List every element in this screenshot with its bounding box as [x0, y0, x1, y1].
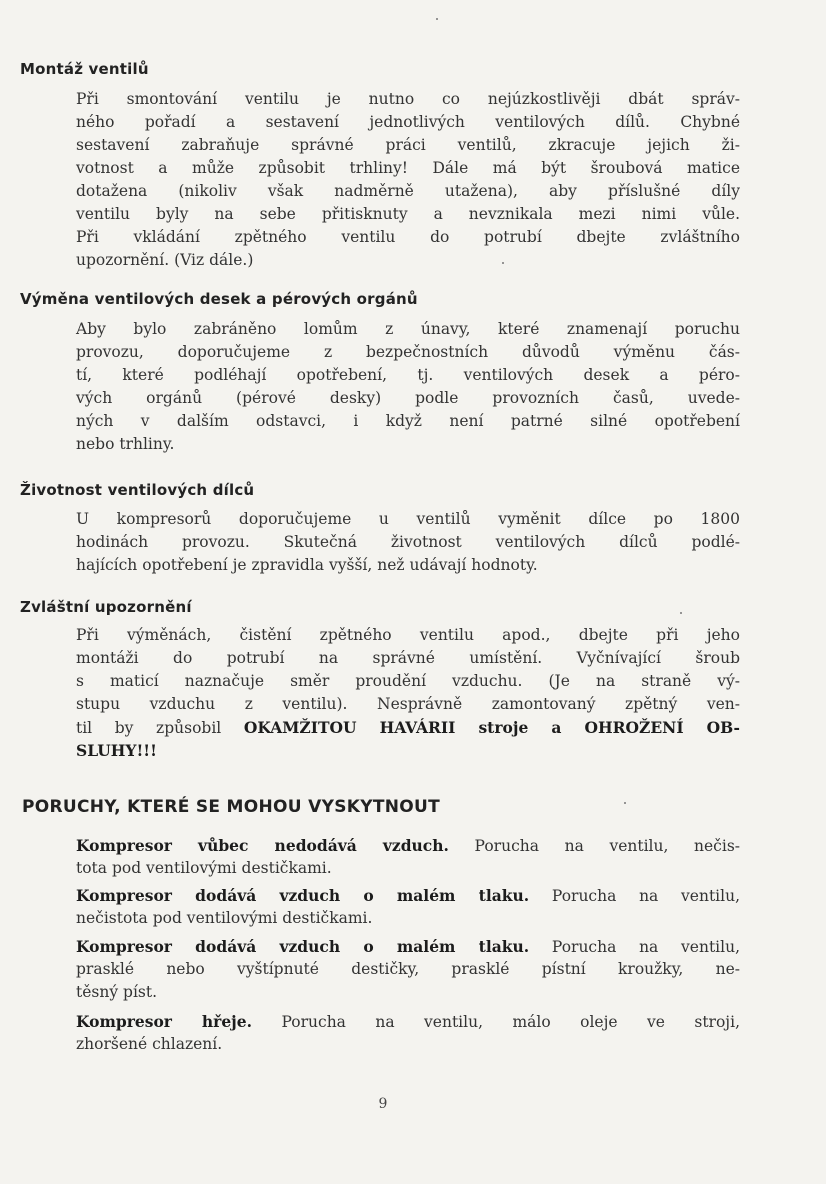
text-fragment: til by způsobil: [76, 719, 244, 737]
text-line: nečistota pod ventilovými destičkami.: [76, 909, 373, 927]
fault-description: Porucha na ventilu, málo oleje ve stroji,: [252, 1013, 740, 1031]
text-line: sestavení zabraňuje správné práci ventilů, zkracuje jejich ži-: [76, 136, 740, 154]
fault-description: Porucha na ventilu,: [529, 938, 741, 956]
text-line: nebo trhliny.: [76, 435, 175, 453]
fault-item: [76, 834, 740, 880]
text-line: tí, které podléhají opotřebení, tj. ventilových desek a péro-: [76, 366, 740, 384]
text-line: [76, 884, 740, 907]
section-text-montaz: [76, 88, 740, 272]
fault-item: [76, 1010, 740, 1056]
text-line: [76, 1010, 740, 1033]
page-number: 9: [378, 1096, 388, 1112]
scan-speck: [624, 802, 626, 804]
text-line: Při smontování ventilu je nutno co nejúzkostlivěji dbát správ-: [76, 90, 740, 108]
text-line: U kompresorů doporučujeme u ventilů vyměnit dílce po 1800: [76, 510, 740, 528]
text-line: prasklé nebo vyštípnuté destičky, prasklé pístní kroužky, ne-: [76, 960, 740, 978]
section-heading-vymena: Výměna ventilových desek a pérových orgánů: [20, 290, 418, 308]
fault-title: Kompresor vůbec nedodává vzduch.: [76, 836, 449, 855]
text-line: hodinách provozu. Skutečná životnost ventilových dílců podlé-: [76, 533, 740, 551]
warning-text: OKAMŽITOU HAVÁRII stroje a OHROŽENÍ OB-: [243, 718, 740, 737]
scan-speck: [680, 612, 682, 614]
text-line: [76, 834, 740, 857]
fault-item: [76, 935, 740, 1004]
section-heading-montaz: Montáž ventilů: [20, 60, 149, 78]
fault-description: Porucha na ventilu, nečis-: [448, 837, 741, 855]
fault-description: Porucha na ventilu,: [529, 887, 741, 905]
section-heading-upozorneni: Zvláštní upozornění: [20, 598, 192, 616]
text-line: těsný píst.: [76, 983, 158, 1001]
text-line: votnost a může způsobit trhliny! Dále má být šroubová matice: [76, 159, 740, 177]
text-line: tota pod ventilovými destičkami.: [76, 859, 332, 877]
faults-heading: PORUCHY, KTERÉ SE MOHOU VYSKYTNOUT: [22, 797, 441, 817]
fault-title: Kompresor dodává vzduch o malém tlaku.: [76, 937, 530, 956]
section-text-upozorneni: [76, 624, 740, 762]
text-line: [76, 716, 740, 739]
text-line: ných v dalším odstavci, i když není patrné silné opotřebení: [76, 412, 740, 430]
text-line: Při výměnách, čistění zpětného ventilu apod., dbejte při jeho: [76, 626, 740, 644]
scan-speck: [502, 262, 504, 264]
fault-title: Kompresor hřeje.: [76, 1012, 253, 1031]
section-heading-zivotnost: Životnost ventilových dílců: [20, 481, 255, 499]
text-line: montáži do potrubí na správné umístění. Vyčnívající šroub: [76, 649, 740, 667]
text-line: zhoršené chlazení.: [76, 1035, 223, 1053]
fault-title: Kompresor dodává vzduch o malém tlaku.: [76, 886, 530, 905]
text-line: ventilu byly na sebe přitisknuty a nevznikala mezi nimi vůle.: [76, 205, 740, 223]
text-line: ného pořadí a sestavení jednotlivých ventilových dílů. Chybné: [76, 113, 740, 131]
text-line: provozu, doporučujeme z bezpečnostních důvodů výměnu čás-: [76, 343, 740, 361]
text-line: Při vkládání zpětného ventilu do potrubí dbejte zvláštního: [76, 228, 740, 246]
text-line: [76, 935, 740, 958]
text-line: dotažena (nikoliv však nadměrně utažena), aby příslušné díly: [76, 182, 740, 200]
section-text-zivotnost: [76, 508, 740, 577]
text-line: Aby bylo zabráněno lomům z únavy, které znamenají poruchu: [76, 320, 740, 338]
scan-speck: [436, 18, 438, 20]
text-line: [76, 739, 740, 762]
text-line: hajících opotřebení je zpravidla vyšší, než udávají hodnoty.: [76, 556, 538, 574]
text-line: vých orgánů (pérové desky) podle provozních časů, uvede-: [76, 389, 740, 407]
section-text-vymena: [76, 318, 740, 456]
text-line: s maticí naznačuje směr proudění vzduchu. (Je na straně vý-: [76, 672, 740, 690]
warning-text: SLUHY!!!: [76, 741, 157, 760]
text-line: stupu vzduchu z ventilu). Nesprávně zamontovaný zpětný ven-: [76, 695, 740, 713]
fault-item: [76, 884, 740, 930]
text-line: upozornění. (Viz dále.): [76, 251, 254, 269]
